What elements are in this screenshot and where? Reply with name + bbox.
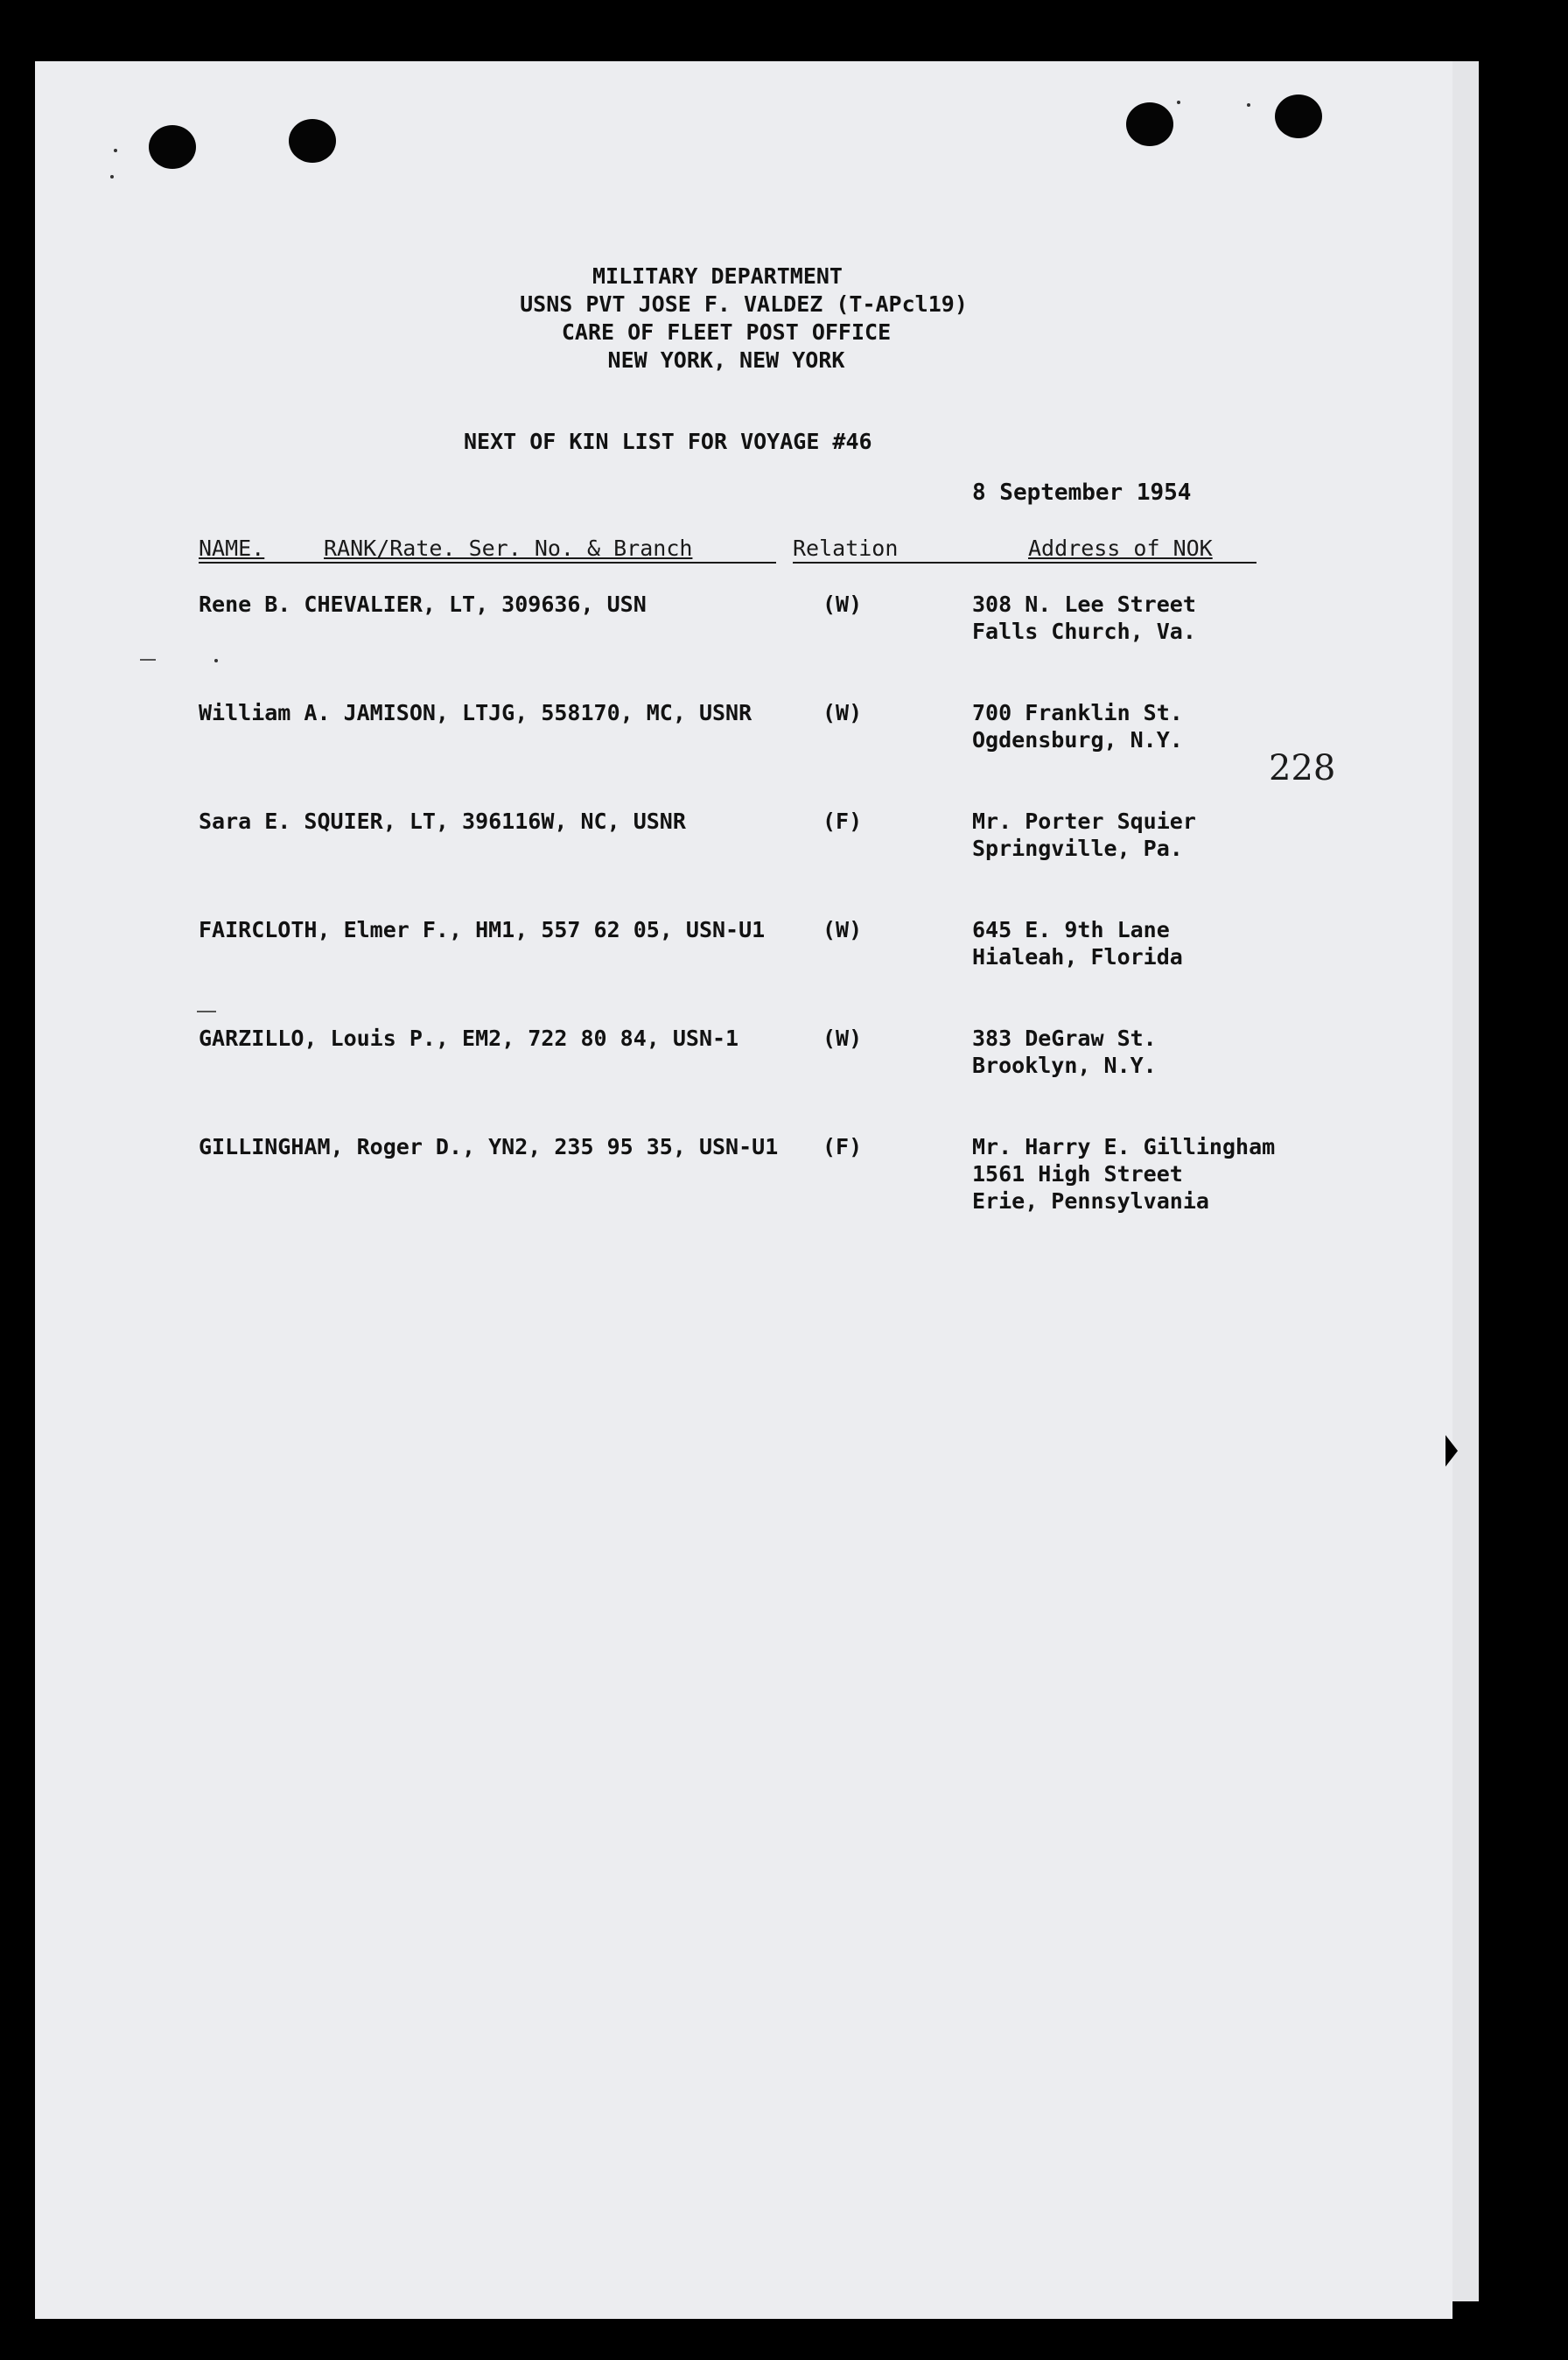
header-underline	[199, 562, 776, 564]
page-notch	[1446, 1435, 1458, 1467]
entry-name: GILLINGHAM, Roger D., YN2, 235 95 35, USN-U1	[199, 1134, 779, 1159]
entry-address	[972, 591, 1196, 645]
letterhead-care-of: CARE OF FLEET POST OFFICE	[561, 319, 892, 345]
address-line: Falls Church, Va.	[972, 619, 1196, 644]
entry-address	[972, 699, 1183, 753]
entry-relation: (W)	[822, 592, 863, 617]
entry-relation: (W)	[822, 700, 863, 725]
entry-name: William A. JAMISON, LTJG, 558170, MC, USNR	[199, 700, 752, 725]
entry-relation: (F)	[822, 1134, 863, 1159]
list-title: NEXT OF KIN LIST FOR VOYAGE #46	[464, 429, 872, 454]
address-line: 645 E. 9th Lane	[972, 917, 1170, 942]
page-number: 228	[1269, 748, 1336, 788]
document-page	[35, 61, 1452, 2319]
address-line: Ogdensburg, N.Y.	[972, 727, 1183, 753]
entry-name: Sara E. SQUIER, LT, 396116W, NC, USNR	[199, 809, 686, 834]
scan-speck	[1247, 103, 1250, 107]
address-line: Hialeah, Florida	[972, 944, 1183, 970]
punch-hole-icon	[1275, 95, 1322, 138]
punch-hole-icon	[289, 119, 336, 163]
list-item	[35, 916, 1452, 986]
entry-address	[972, 1025, 1157, 1079]
address-line: Springville, Pa.	[972, 836, 1183, 861]
list-item	[35, 1133, 1452, 1229]
letterhead-department: MILITARY DEPARTMENT	[592, 263, 843, 289]
entry-address	[972, 1133, 1275, 1215]
entry-address	[972, 808, 1196, 862]
document-date: 8 September 1954	[972, 480, 1192, 506]
entry-name: FAIRCLOTH, Elmer F., HM1, 557 62 05, USN-U1	[199, 917, 766, 942]
scan-speck	[1177, 101, 1180, 104]
entry-relation: (F)	[822, 809, 863, 834]
list-item	[35, 591, 1452, 661]
column-header-name: NAME.	[199, 536, 265, 561]
punch-hole-icon	[1126, 102, 1173, 146]
scan-mark	[197, 1011, 216, 1012]
address-line: 1561 High Street	[972, 1161, 1183, 1187]
column-header-rank: RANK/Rate. Ser. No. & Branch	[324, 536, 693, 561]
entry-name: GARZILLO, Louis P., EM2, 722 80 84, USN-1	[199, 1026, 739, 1051]
letterhead	[35, 263, 1452, 375]
list-item	[35, 699, 1452, 769]
column-header-relation: Relation	[793, 536, 899, 561]
address-line: Brooklyn, N.Y.	[972, 1053, 1157, 1078]
address-line: 383 DeGraw St.	[972, 1026, 1157, 1051]
list-item	[35, 1025, 1452, 1095]
scan-speck	[114, 149, 117, 152]
header-underline	[793, 562, 1256, 564]
letterhead-ship: USNS PVT JOSE F. VALDEZ (T-APcl19)	[520, 291, 968, 317]
entry-relation: (W)	[822, 1026, 863, 1051]
address-line: 700 Franklin St.	[972, 700, 1183, 725]
entry-relation: (W)	[822, 917, 863, 942]
page-edge	[1452, 61, 1479, 2301]
list-item	[35, 808, 1452, 878]
column-header-address: Address of NOK	[1028, 536, 1213, 561]
entry-address	[972, 916, 1183, 970]
letterhead-city: NEW YORK, NEW YORK	[607, 347, 845, 373]
address-line: Erie, Pennsylvania	[972, 1188, 1209, 1214]
address-line: 308 N. Lee Street	[972, 592, 1196, 617]
address-line: Mr. Harry E. Gillingham	[972, 1134, 1276, 1159]
address-line: Mr. Porter Squier	[972, 809, 1196, 834]
entry-name: Rene B. CHEVALIER, LT, 309636, USN	[199, 592, 647, 617]
scan-speck	[110, 175, 114, 179]
punch-hole-icon	[149, 125, 196, 169]
